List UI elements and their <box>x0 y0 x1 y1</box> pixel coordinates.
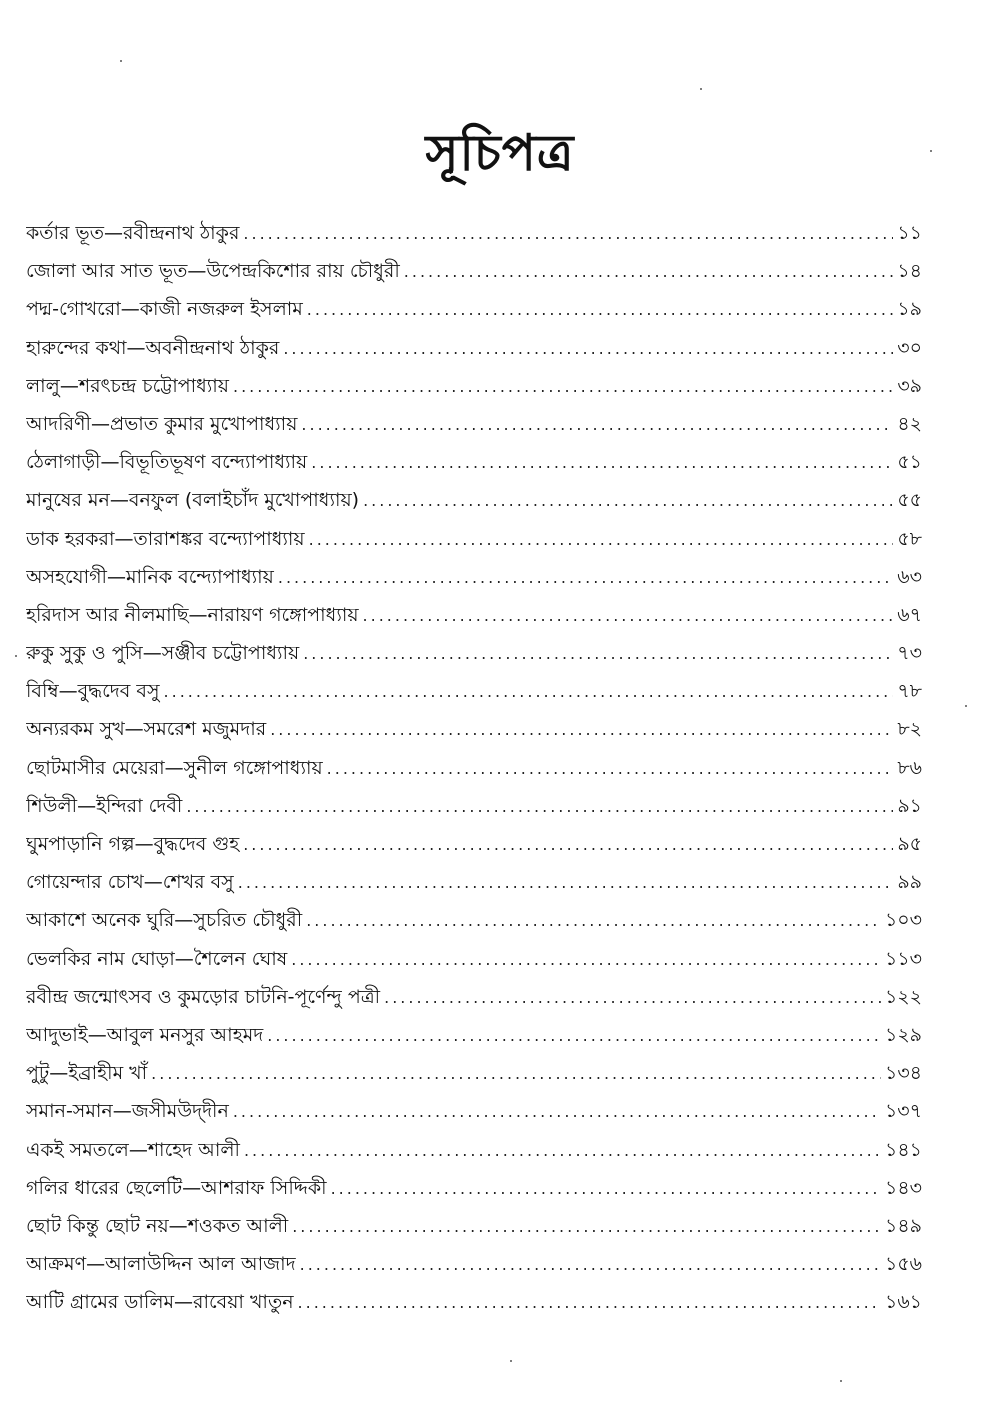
dot-leader <box>384 988 881 1007</box>
entry-page-number: ১৯ <box>897 298 922 321</box>
dot-leader <box>243 224 893 243</box>
entry-page-number: ৫৮ <box>897 527 922 550</box>
entry-title: আদুভাই—আবুল মনসুর আহমদ <box>26 1023 264 1046</box>
dot-leader <box>151 1064 881 1083</box>
entry-title: গোয়েন্দার চোখ—শেখর বসু <box>26 871 234 894</box>
dot-leader <box>300 1255 881 1274</box>
dot-leader <box>301 415 893 434</box>
entry-title: ঘুমপাড়ানি গল্প—বুদ্ধদেব গুহ <box>26 833 240 855</box>
dot-leader <box>243 835 893 854</box>
toc-entry <box>26 906 922 944</box>
entry-page-number: ৭৮ <box>897 680 922 703</box>
entry-page-number: ৫১ <box>897 451 922 474</box>
dot-leader <box>363 491 893 510</box>
entry-title: ঠেলাগাড়ী—বিভূতিভূষণ বন্দ্যোপাধ্যায় <box>26 451 308 474</box>
toc-entry <box>26 1059 922 1097</box>
entry-page-number: ১৩৭ <box>884 1100 922 1123</box>
dot-leader <box>278 568 893 587</box>
entry-title: আকাশে অনেক ঘুরি—সুচরিত চৌধুরী <box>26 909 303 932</box>
dot-leader <box>327 759 894 778</box>
entry-title: ছোট কিন্তু ছোট নয়—শওকত আলী <box>26 1214 289 1237</box>
entry-title: গলির ধারের ছেলেটি—আশরাফ সিদ্দিকী <box>26 1176 327 1199</box>
entry-page-number: ৮২ <box>897 718 922 741</box>
entry-page-number: ১৬১ <box>884 1291 922 1314</box>
toc-entry <box>26 410 922 448</box>
dot-leader <box>267 1026 881 1045</box>
dot-leader <box>233 1102 881 1121</box>
toc-entry <box>26 868 922 906</box>
entry-page-number: ৬৩ <box>897 565 922 588</box>
entry-page-number: ১৪১ <box>885 1138 922 1161</box>
dot-leader <box>233 377 893 396</box>
entry-title: পুটু—ইব্রাহীম খাঁ <box>26 1062 148 1085</box>
toc-entry <box>26 295 922 333</box>
dot-leader <box>404 262 894 281</box>
toc-entry <box>26 1288 922 1326</box>
toc-entry <box>26 1212 922 1250</box>
page-title: সূচিপত্র <box>425 124 575 182</box>
entry-page-number: ১৫৬ <box>884 1253 922 1276</box>
scan-speck <box>930 150 932 152</box>
entry-title: রুকু সুকু ও পুসি—সঞ্জীব চট্টোপাধ্যায় <box>26 642 300 665</box>
toc-entry <box>26 983 922 1021</box>
entry-title: মানুষের মন—বনফুল (বলাইচাঁদ মুখোপাধ্যায়) <box>26 489 360 512</box>
dot-leader <box>291 950 881 969</box>
entry-title: শিউলী—ইন্দিরা দেবী <box>26 794 183 817</box>
entry-page-number: ৯১ <box>897 794 922 817</box>
toc-entry <box>26 1021 922 1059</box>
entry-page-number: ১১৩ <box>884 947 922 970</box>
entry-title: বিম্বি—বুদ্ধদেব বসু <box>26 680 160 703</box>
toc-entry <box>26 639 922 677</box>
dot-leader <box>283 339 893 358</box>
toc-entry <box>26 677 922 715</box>
scan-speck <box>700 88 702 90</box>
entry-page-number: ৪২ <box>897 412 922 435</box>
scan-speck <box>15 655 17 657</box>
dot-leader <box>238 873 894 892</box>
dot-leader <box>292 1217 881 1236</box>
toc-entry <box>26 945 922 983</box>
entry-title: ছোটমাসীর মেয়েরা—সুনীল গঙ্গোপাধ্যায় <box>26 756 323 779</box>
entry-page-number: ১৪৩ <box>884 1176 922 1199</box>
entry-title: আদরিণী—প্রভাত কুমার মুখোপাধ্যায় <box>26 412 298 435</box>
toc-entry <box>26 792 922 830</box>
entry-title: ভেলকির নাম ঘোড়া—শৈলেন ঘোষ <box>26 947 288 970</box>
toc-entry <box>26 1097 922 1135</box>
dot-leader <box>311 453 893 472</box>
toc-entry <box>26 1136 922 1174</box>
entry-page-number: ১৪৯ <box>885 1214 922 1237</box>
dot-leader <box>306 911 881 930</box>
toc-entry <box>26 334 922 372</box>
entry-page-number: ৮৬ <box>897 756 922 779</box>
dot-leader <box>298 1293 881 1312</box>
dot-leader <box>303 644 893 663</box>
scan-speck <box>120 60 122 62</box>
entry-title: পদ্ম-গোখরো—কাজী নজরুল ইসলাম <box>26 298 303 321</box>
entry-page-number: ৯৫ <box>897 833 922 855</box>
entry-page-number: ৫৫ <box>897 489 922 512</box>
entry-page-number: ৬৭ <box>897 603 922 626</box>
scan-speck <box>840 1380 842 1382</box>
dot-leader <box>270 720 893 739</box>
entry-title: হরিদাস আর নীলমাছি—নারায়ণ গঙ্গোপাধ্যায় <box>26 603 359 626</box>
table-of-contents <box>26 219 922 1326</box>
dot-leader <box>331 1179 881 1198</box>
dot-leader <box>186 797 893 816</box>
toc-entry <box>26 257 922 295</box>
entry-title: রবীন্দ্র জন্মোৎসব ও কুমড়োর চাটনি-পূর্ণেন্দু পত্রী <box>26 985 381 1008</box>
toc-entry <box>26 372 922 410</box>
toc-entry <box>26 486 922 524</box>
toc-entry <box>26 219 922 257</box>
entry-title: সমান-সমান—জসীমউদ্‌দীন <box>26 1100 229 1123</box>
entry-page-number: ৩৯ <box>897 374 922 397</box>
entry-page-number: ৯৯ <box>897 871 922 894</box>
entry-page-number: ১২২ <box>884 985 922 1008</box>
toc-entry <box>26 1250 922 1288</box>
toc-entry <box>26 563 922 601</box>
toc-entry <box>26 448 922 486</box>
entry-page-number: ৭৩ <box>897 642 922 665</box>
entry-title: অন্যরকম সুখ—সমরেশ মজুমদার <box>26 718 267 741</box>
dot-leader <box>164 682 894 701</box>
entry-page-number: ১০৩ <box>884 909 922 932</box>
dot-leader <box>363 606 894 625</box>
entry-title: লালু—শরৎচন্দ্র চট্টোপাধ্যায় <box>26 374 229 397</box>
toc-entry <box>26 601 922 639</box>
entry-title: আক্রমণ—আলাউদ্দিন আল আজাদ <box>26 1253 296 1276</box>
entry-title: একই সমতলে—শাহেদ আলী <box>26 1138 240 1161</box>
entry-title: অসহযোগী—মানিক বন্দ্যোপাধ্যায় <box>26 565 274 588</box>
entry-title: ডাক হরকরা—তারাশঙ্কর বন্দ্যোপাধ্যায় <box>26 527 305 550</box>
dot-leader <box>307 300 894 319</box>
entry-page-number: ১২৯ <box>884 1023 922 1046</box>
toc-entry <box>26 830 922 868</box>
entry-page-number: ১৩৪ <box>884 1062 922 1085</box>
toc-entry <box>26 525 922 563</box>
scan-speck <box>965 705 967 707</box>
toc-entry <box>26 754 922 792</box>
dot-leader <box>309 530 894 549</box>
entry-page-number: ১৪ <box>897 260 922 283</box>
entry-page-number: ১১ <box>897 222 922 244</box>
entry-title: জোলা আর সাত ভূত—উপেন্দ্রকিশোর রায় চৌধুরী <box>26 260 400 283</box>
entry-title: হারুন্দের কথা—অবনীন্দ্রনাথ ঠাকুর <box>26 336 280 359</box>
scan-speck <box>510 1360 512 1362</box>
dot-leader <box>244 1141 881 1160</box>
entry-page-number: ৩০ <box>897 336 922 359</box>
toc-entry <box>26 1174 922 1212</box>
entry-title: কর্তার ভূত—রবীন্দ্রনাথ ঠাকুর <box>26 222 240 244</box>
entry-title: আটি গ্রামের ডালিম—রাবেয়া খাতুন <box>26 1291 294 1314</box>
toc-entry <box>26 715 922 753</box>
